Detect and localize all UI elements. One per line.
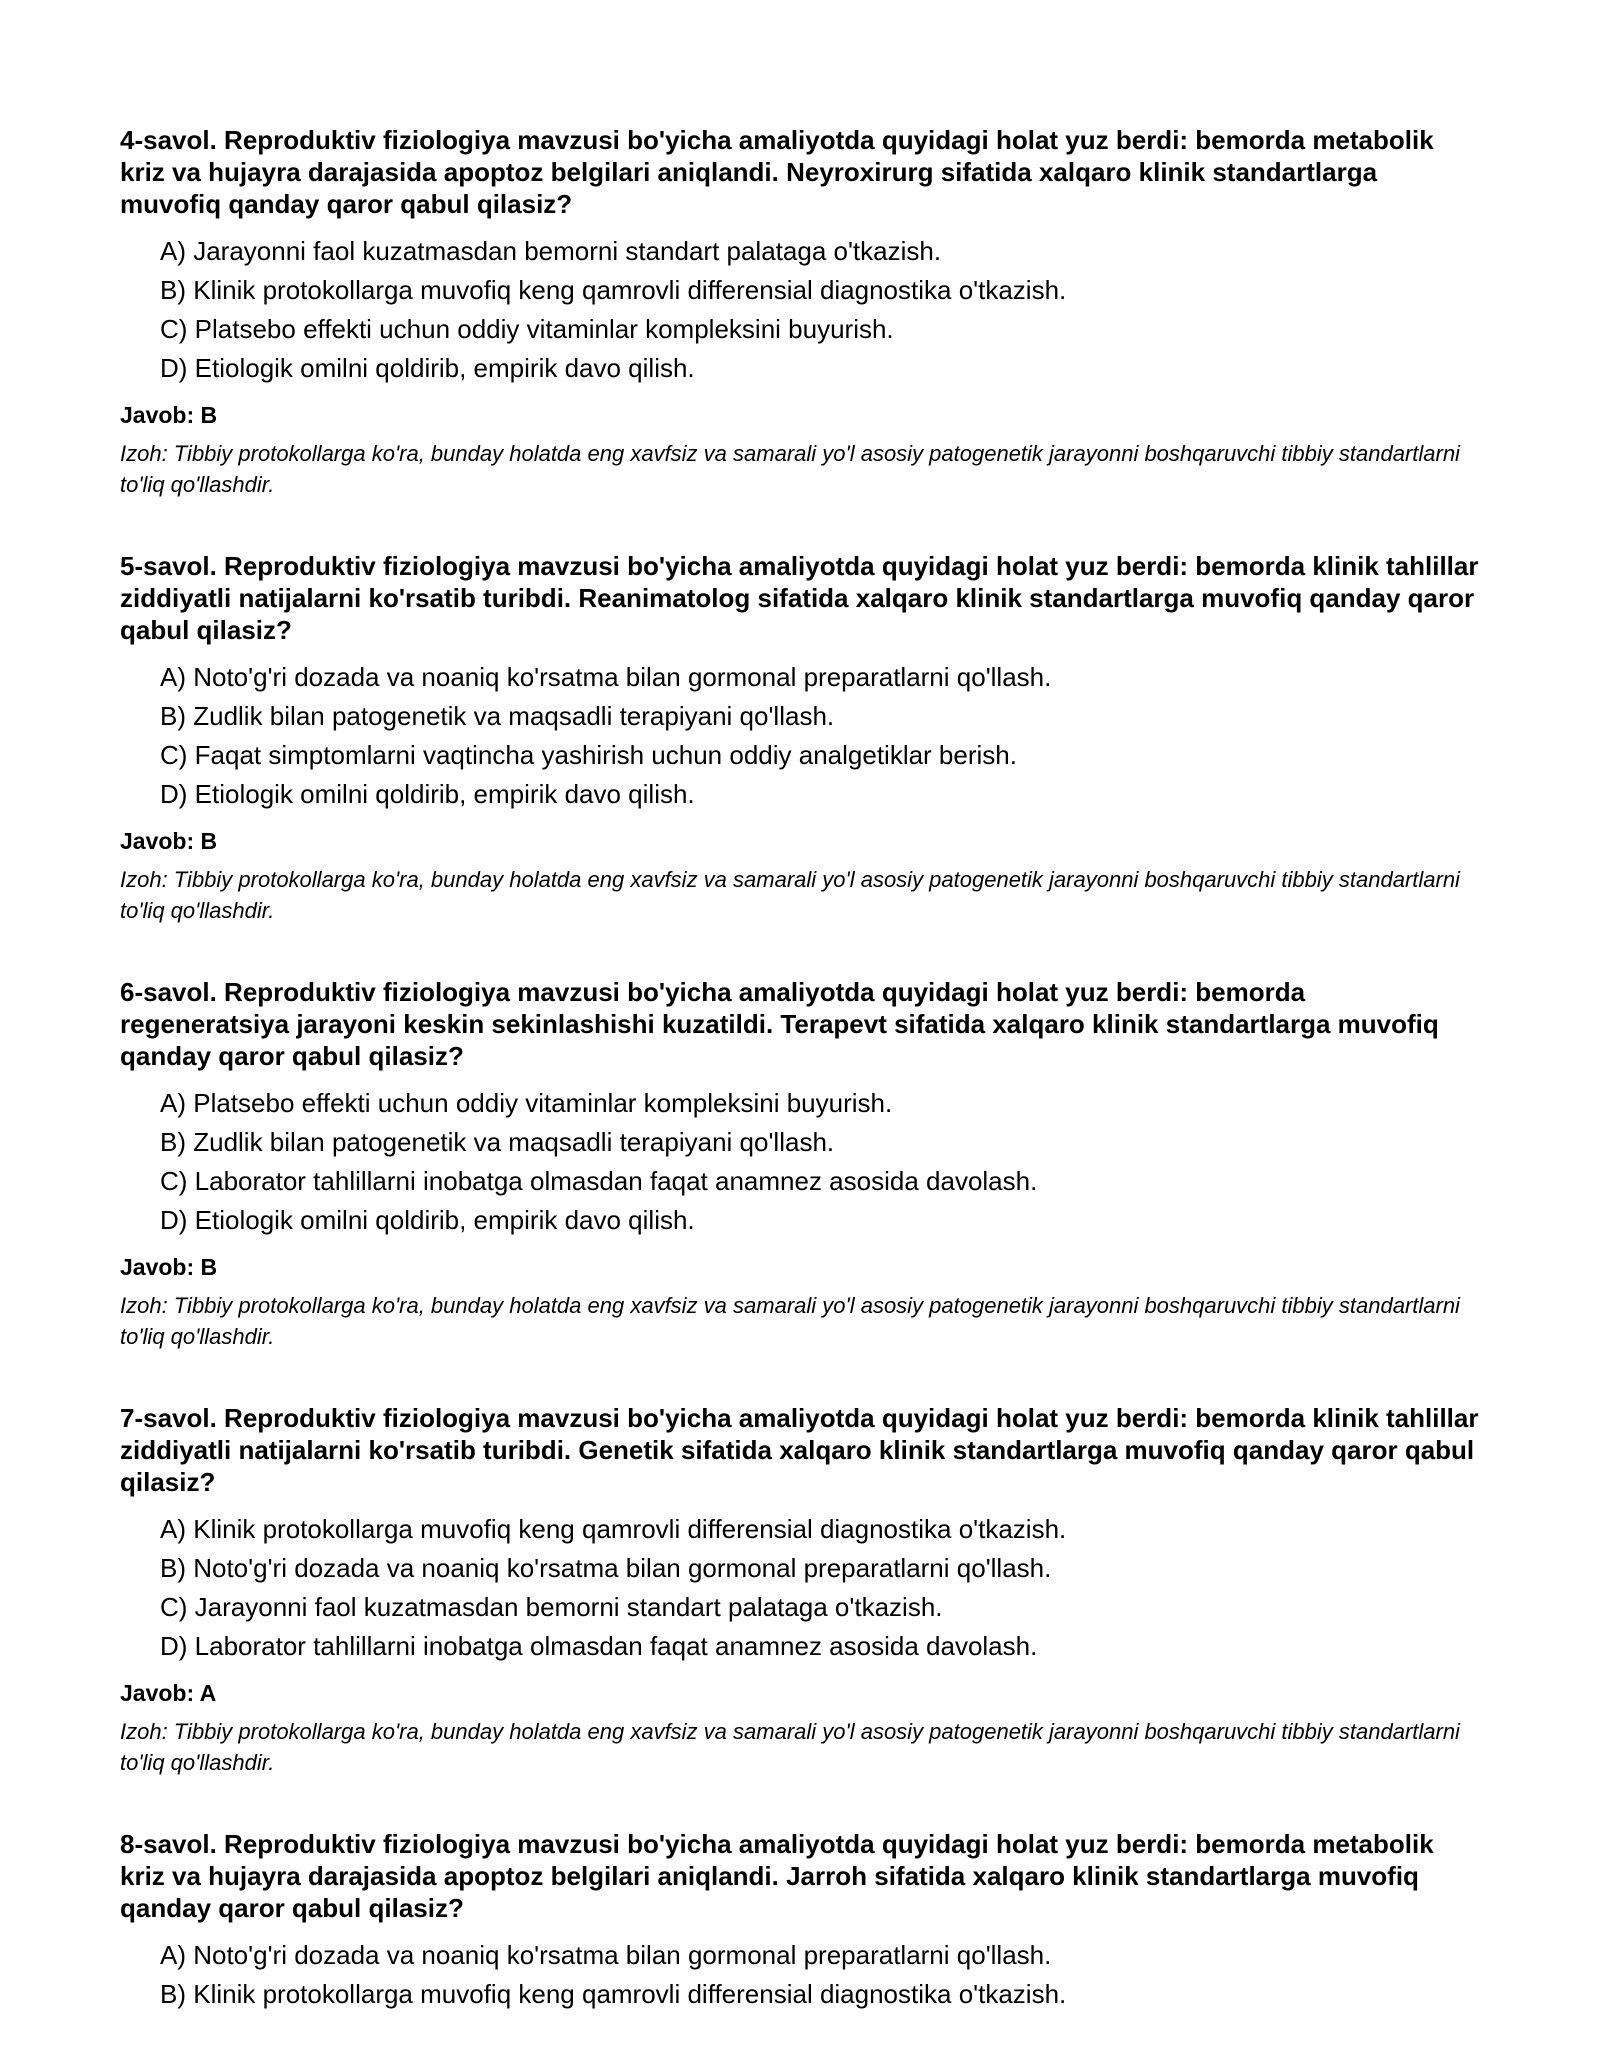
options-list xyxy=(120,1510,1480,1666)
option-b: B) Zudlik bilan patogenetik va maqsadli terapiyani qo'llash. xyxy=(160,701,835,731)
options-list xyxy=(120,658,1480,814)
question-6 xyxy=(120,976,1480,1352)
option-a: A) Jarayonni faol kuzatmasdan bemorni standart palataga o'tkazish. xyxy=(160,236,942,266)
option-c: C) Laborator tahlillarni inobatga olmasdan faqat anamnez asosida davolash. xyxy=(160,1166,1038,1196)
question-text: 4-savol. Reproduktiv fiziologiya mavzusi bo'yicha amaliyotda quyidagi holat yuz berdi: bemorda metabolik kriz va hujayra darajasida apoptoz belgilari aniqlandi. Neyroxirurg sifatida xalqaro klinik standartlarga muvofiq qanday qaror qabul qilasiz? xyxy=(120,125,1434,219)
option-d: D) Laborator tahlillarni inobatga olmasdan faqat anamnez asosida davolash. xyxy=(160,1631,1038,1661)
options-list xyxy=(120,1936,1480,2014)
answer: Javob: A xyxy=(120,1680,217,1706)
answer: Javob: B xyxy=(120,402,218,428)
option-b: B) Klinik protokollarga muvofiq keng qamrovli differensial diagnostika o'tkazish. xyxy=(160,275,1067,305)
answer: Javob: B xyxy=(120,828,218,854)
question-5 xyxy=(120,550,1480,926)
option-b: B) Zudlik bilan patogenetik va maqsadli terapiyani qo'llash. xyxy=(160,1127,835,1157)
explanation-note: Izoh: Tibbiy protokollarga ko'ra, bunday holatda eng xavfsiz va samarali yo'l asosiy patogenetik jarayonni boshqaruvchi tibbiy standartlarni to'liq qo'llashdir. xyxy=(120,1293,1460,1349)
question-7 xyxy=(120,1402,1480,1778)
explanation-note: Izoh: Tibbiy protokollarga ko'ra, bunday holatda eng xavfsiz va samarali yo'l asosiy patogenetik jarayonni boshqaruvchi tibbiy standartlarni to'liq qo'llashdir. xyxy=(120,867,1460,923)
question-text: 7-savol. Reproduktiv fiziologiya mavzusi bo'yicha amaliyotda quyidagi holat yuz berdi: bemorda klinik tahlillar ziddiyatli natijalarni ko'rsatib turibdi. Genetik sifatida xalqaro klinik standartlarga muvofiq qanday qaror qabul qilasiz? xyxy=(120,1403,1479,1497)
option-c: C) Platsebo effekti uchun oddiy vitaminlar kompleksini buyurish. xyxy=(160,314,894,344)
options-list xyxy=(120,232,1480,388)
option-d: D) Etiologik omilni qoldirib, empirik davo qilish. xyxy=(160,1205,695,1235)
option-b: B) Klinik protokollarga muvofiq keng qamrovli differensial diagnostika o'tkazish. xyxy=(160,1979,1067,2009)
explanation-note: Izoh: Tibbiy protokollarga ko'ra, bunday holatda eng xavfsiz va samarali yo'l asosiy patogenetik jarayonni boshqaruvchi tibbiy standartlarni to'liq qo'llashdir. xyxy=(120,441,1460,497)
options-list xyxy=(120,1084,1480,1240)
option-c: C) Faqat simptomlarni vaqtincha yashirish uchun oddiy analgetiklar berish. xyxy=(160,740,1017,770)
option-d: D) Etiologik omilni qoldirib, empirik davo qilish. xyxy=(160,353,695,383)
explanation-note: Izoh: Tibbiy protokollarga ko'ra, bunday holatda eng xavfsiz va samarali yo'l asosiy patogenetik jarayonni boshqaruvchi tibbiy standartlarni to'liq qo'llashdir. xyxy=(120,1719,1460,1775)
document-page xyxy=(120,124,1480,2064)
answer: Javob: B xyxy=(120,1254,218,1280)
option-a: A) Noto'g'ri dozada va noaniq ko'rsatma bilan gormonal preparatlarni qo'llash. xyxy=(160,662,1052,692)
option-d: D) Etiologik omilni qoldirib, empirik davo qilish. xyxy=(160,779,695,809)
question-text: 5-savol. Reproduktiv fiziologiya mavzusi bo'yicha amaliyotda quyidagi holat yuz berdi: bemorda klinik tahlillar ziddiyatli natijalarni ko'rsatib turibdi. Reanimatolog sifatida xalqaro klinik standartlarga muvofiq qanday qaror qabul qilasiz? xyxy=(120,551,1479,645)
option-b: B) Noto'g'ri dozada va noaniq ko'rsatma bilan gormonal preparatlarni qo'llash. xyxy=(160,1553,1052,1583)
question-4 xyxy=(120,124,1480,500)
question-text: 8-savol. Reproduktiv fiziologiya mavzusi bo'yicha amaliyotda quyidagi holat yuz berdi: bemorda metabolik kriz va hujayra darajasida apoptoz belgilari aniqlandi. Jarroh sifatida xalqaro klinik standartlarga muvofiq qanday qaror qabul qilasiz? xyxy=(120,1829,1434,1923)
question-text: 6-savol. Reproduktiv fiziologiya mavzusi bo'yicha amaliyotda quyidagi holat yuz berdi: bemorda regeneratsiya jarayoni keskin sekinlashishi kuzatildi. Terapevt sifatida xalqaro klinik standartlarga muvofiq qanday qaror qabul qilasiz? xyxy=(120,977,1439,1071)
option-a: A) Noto'g'ri dozada va noaniq ko'rsatma bilan gormonal preparatlarni qo'llash. xyxy=(160,1940,1052,1970)
option-a: A) Klinik protokollarga muvofiq keng qamrovli differensial diagnostika o'tkazish. xyxy=(160,1514,1067,1544)
question-8 xyxy=(120,1828,1480,2014)
option-a: A) Platsebo effekti uchun oddiy vitaminlar kompleksini buyurish. xyxy=(160,1088,893,1118)
option-c: C) Jarayonni faol kuzatmasdan bemorni standart palataga o'tkazish. xyxy=(160,1592,943,1622)
